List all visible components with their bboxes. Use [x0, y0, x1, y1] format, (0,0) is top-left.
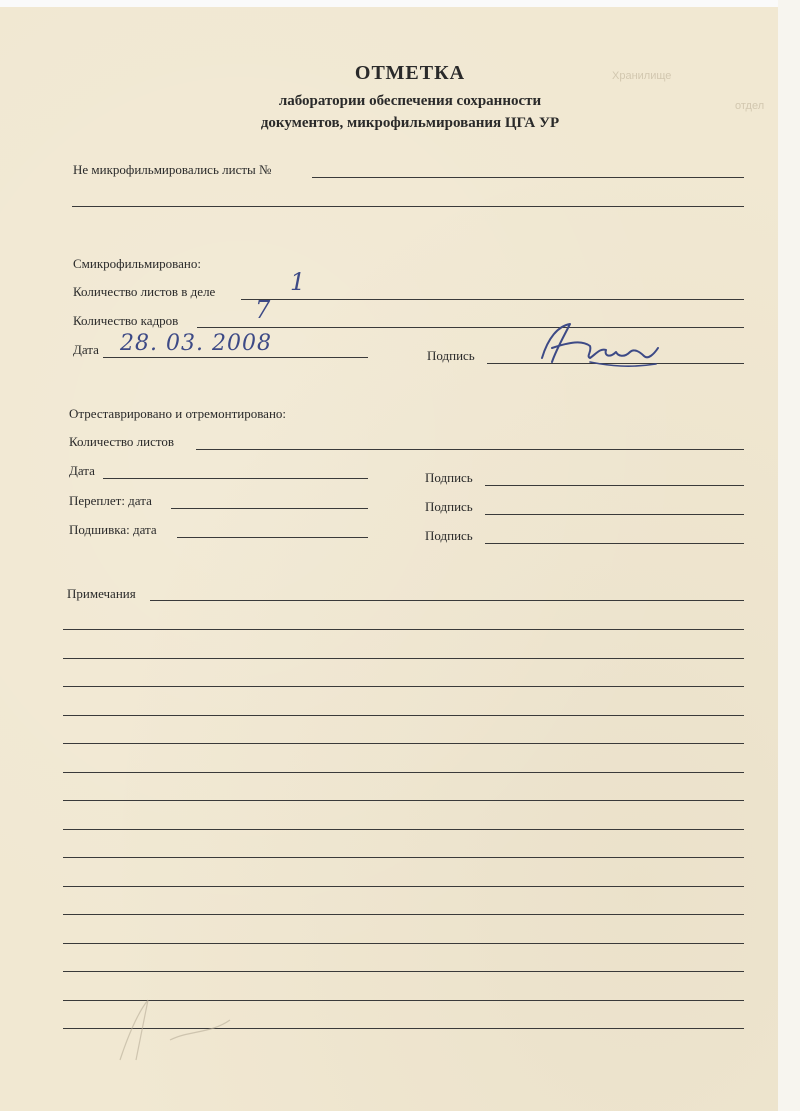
scan-edge-right — [778, 0, 800, 1111]
binding-date-label: Переплет: дата — [69, 493, 152, 508]
binding-signature-label: Подпись — [425, 499, 473, 514]
not-filmed-label: Не микрофильмировались листы № — [73, 162, 272, 177]
bleed-through-text: отдел — [735, 100, 765, 112]
frames-count-value: 7 — [255, 296, 271, 324]
notes-rule-line — [63, 715, 744, 716]
restored-heading: Отреставрировано и отремонтировано: — [69, 406, 287, 421]
pencil-marks — [110, 990, 250, 1070]
notes-rule-line — [63, 743, 744, 744]
notes-rule-line — [63, 857, 744, 858]
page-subtitle: лаборатории обеспечения сохранности — [278, 93, 542, 109]
date-line — [103, 357, 368, 358]
not-filmed-line-2 — [72, 206, 744, 207]
not-filmed-line — [312, 177, 744, 178]
sheets-count-value: 1 — [290, 268, 306, 296]
binding-signature-line — [485, 514, 744, 515]
restored-signature-line — [485, 485, 744, 486]
notes-rule-line — [63, 914, 744, 915]
restored-sheets-line — [196, 449, 744, 450]
restored-date-label: Дата — [69, 463, 95, 478]
frames-count-label: Количество кадров — [73, 313, 179, 328]
date-value: 28. 03. 2008 — [120, 331, 272, 356]
page-subtitle: документов, микрофильмирования ЦГА УР — [260, 115, 560, 131]
notes-rule-line — [63, 772, 744, 773]
notes-rule-line — [63, 658, 744, 659]
microfilmed-heading: Смикрофильмировано: — [73, 256, 201, 271]
date-label: Дата — [73, 342, 99, 357]
notes-label: Примечания — [67, 586, 136, 601]
restored-date-line — [103, 478, 368, 479]
notes-rule-line — [63, 629, 744, 630]
notes-rule-line — [63, 800, 744, 801]
binding-date-line — [171, 508, 368, 509]
page-title: ОТМЕТКА — [354, 62, 466, 84]
signature-label: Подпись — [427, 348, 475, 363]
stitching-signature-line — [485, 543, 744, 544]
notes-line — [150, 600, 744, 601]
notes-rule-line — [63, 943, 744, 944]
notes-rule-line — [63, 829, 744, 830]
notes-rule-line — [63, 886, 744, 887]
stitching-signature-label: Подпись — [425, 528, 473, 543]
bleed-through-text: Хранилище — [612, 70, 672, 82]
notes-rule-line — [63, 686, 744, 687]
stitching-date-label: Подшивка: дата — [69, 522, 157, 537]
restored-signature-label: Подпись — [425, 470, 473, 485]
notes-rule-line — [63, 971, 744, 972]
scan-edge-top — [0, 0, 800, 7]
sheets-count-line — [241, 299, 744, 300]
handwritten-signature — [530, 318, 670, 374]
stitching-date-line — [177, 537, 368, 538]
sheets-count-label: Количество листов в деле — [73, 284, 216, 299]
restored-sheets-label: Количество листов — [69, 434, 175, 449]
